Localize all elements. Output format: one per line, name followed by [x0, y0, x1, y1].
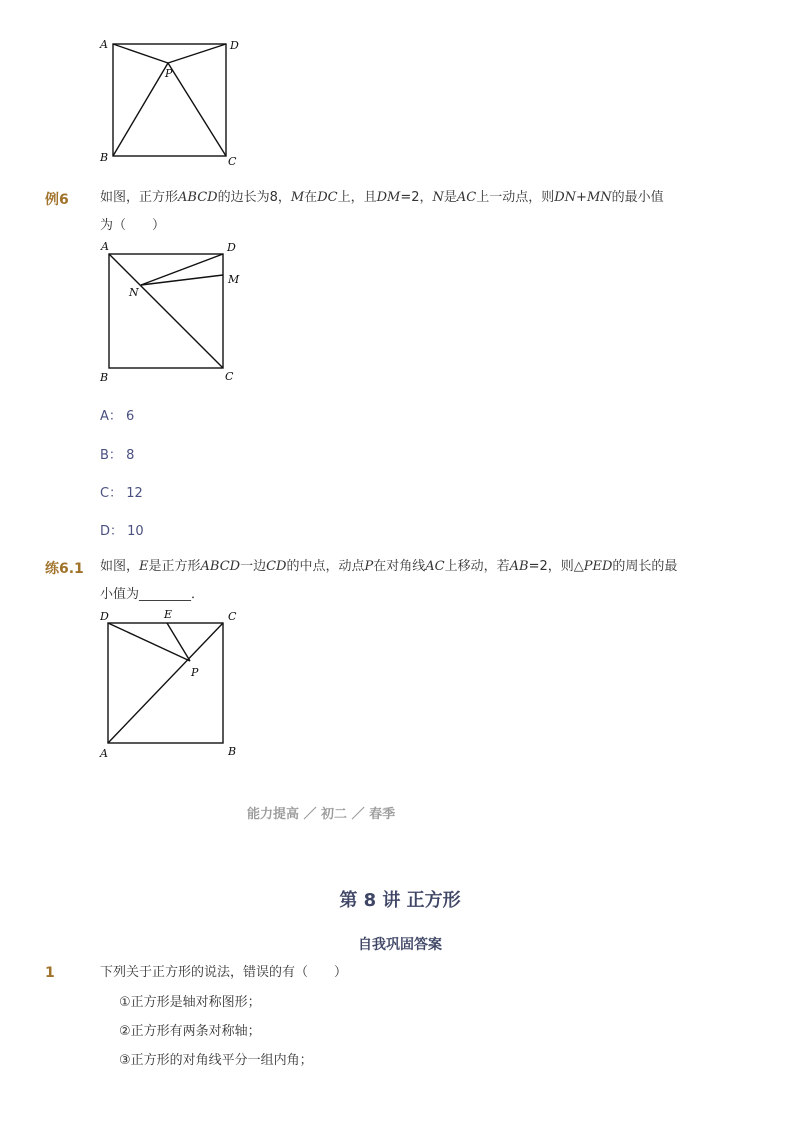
q-var: ABCD — [178, 190, 218, 205]
point-label-n: N — [129, 286, 139, 299]
q-var: AC — [456, 190, 477, 205]
q-var: DC — [317, 190, 338, 205]
point-label-d: D — [100, 610, 109, 623]
q-var: P — [364, 559, 374, 574]
point-label-b: B — [100, 371, 109, 384]
point-label-c: C — [225, 370, 234, 383]
point-label-a: A — [100, 747, 108, 760]
q-text: + — [576, 190, 587, 205]
q-var: E — [139, 559, 149, 574]
point-label-a: A — [101, 240, 109, 253]
q-text: 的周长的最 — [612, 559, 678, 574]
q-var: AB — [509, 559, 529, 574]
question-1-item-2: ②正方形有两条对称轴； — [119, 1024, 261, 1039]
q-var: M — [290, 190, 305, 205]
q-text: 如图， — [100, 559, 140, 574]
q-var: CD — [266, 559, 287, 574]
q-var: N — [432, 190, 444, 205]
point-label-b: B — [228, 745, 237, 758]
q-text: 如图，正方形 — [100, 190, 179, 205]
q-var: AC — [425, 559, 445, 574]
point-label-a: A — [100, 38, 108, 51]
q-text: 在对角线 — [373, 559, 426, 574]
q-text: 是正方形 — [148, 559, 201, 574]
option-value: 12 — [126, 486, 143, 501]
q-text: =2，则△ — [528, 559, 584, 574]
practice-6-1-question-line1 — [100, 557, 677, 577]
q-text: =2， — [400, 190, 433, 205]
point-label-d: D — [230, 39, 239, 52]
figure-square-p — [95, 34, 255, 174]
q-text: 上一动点，则 — [476, 190, 555, 205]
q-text: 上移动，若 — [444, 559, 510, 574]
point-label-p: P — [165, 67, 173, 80]
point-label-c: C — [228, 610, 237, 623]
option-b[interactable] — [100, 444, 134, 463]
figure-square-nm — [95, 238, 255, 388]
example-6-question-line2: 为（ ） — [100, 218, 166, 233]
option-key: C： — [100, 486, 123, 501]
point-label-m: M — [228, 273, 240, 286]
option-value: 6 — [126, 409, 135, 424]
question-1-item-1: ①正方形是轴对称图形； — [119, 995, 261, 1010]
q-text: 在 — [304, 190, 318, 205]
option-key: B： — [100, 448, 122, 463]
practice-6-1-question-line2: 小值为________． — [100, 587, 205, 602]
option-value: 10 — [127, 524, 144, 539]
q-text: 的中点，动点 — [286, 559, 365, 574]
point-label-p: P — [191, 666, 199, 679]
option-key: D： — [100, 524, 124, 539]
point-label-c: C — [228, 155, 237, 168]
q-var: DN — [554, 190, 577, 205]
option-value: 8 — [126, 448, 135, 463]
example-6-question-line1 — [100, 188, 664, 208]
question-1-stem: 下列关于正方形的说法，错误的有（ ） — [100, 965, 348, 980]
q-text: 的边长为8， — [217, 190, 291, 205]
q-var: DM — [376, 190, 401, 205]
section-subtitle: 自我巩固答案 — [358, 937, 442, 953]
point-label-e: E — [164, 608, 173, 621]
q-text: 一边 — [240, 559, 267, 574]
q-var: MN — [586, 190, 612, 205]
point-label-b: B — [100, 151, 109, 164]
example-6-label: 例6 — [45, 192, 69, 208]
practice-6-1-label: 练6.1 — [45, 561, 84, 577]
q-text: 上，且 — [337, 190, 377, 205]
question-1-item-3: ③正方形的对角线平分一组内角； — [119, 1053, 313, 1068]
q-var: ABCD — [200, 559, 241, 574]
q-text: 是 — [443, 190, 457, 205]
page-footer: 能力提高 ／ 初二 ／ 春季 — [247, 807, 396, 822]
q-text: 的最小值 — [611, 190, 664, 205]
figure-square-pe — [95, 606, 255, 766]
question-1-number: 1 — [45, 965, 55, 981]
option-c[interactable] — [100, 482, 143, 501]
point-label-d: D — [227, 241, 236, 254]
option-a[interactable] — [100, 405, 134, 424]
option-d[interactable] — [100, 520, 144, 539]
section-title: 第 8 讲 正方形 — [339, 890, 461, 911]
option-key: A： — [100, 409, 122, 424]
q-var: PED — [583, 559, 613, 574]
